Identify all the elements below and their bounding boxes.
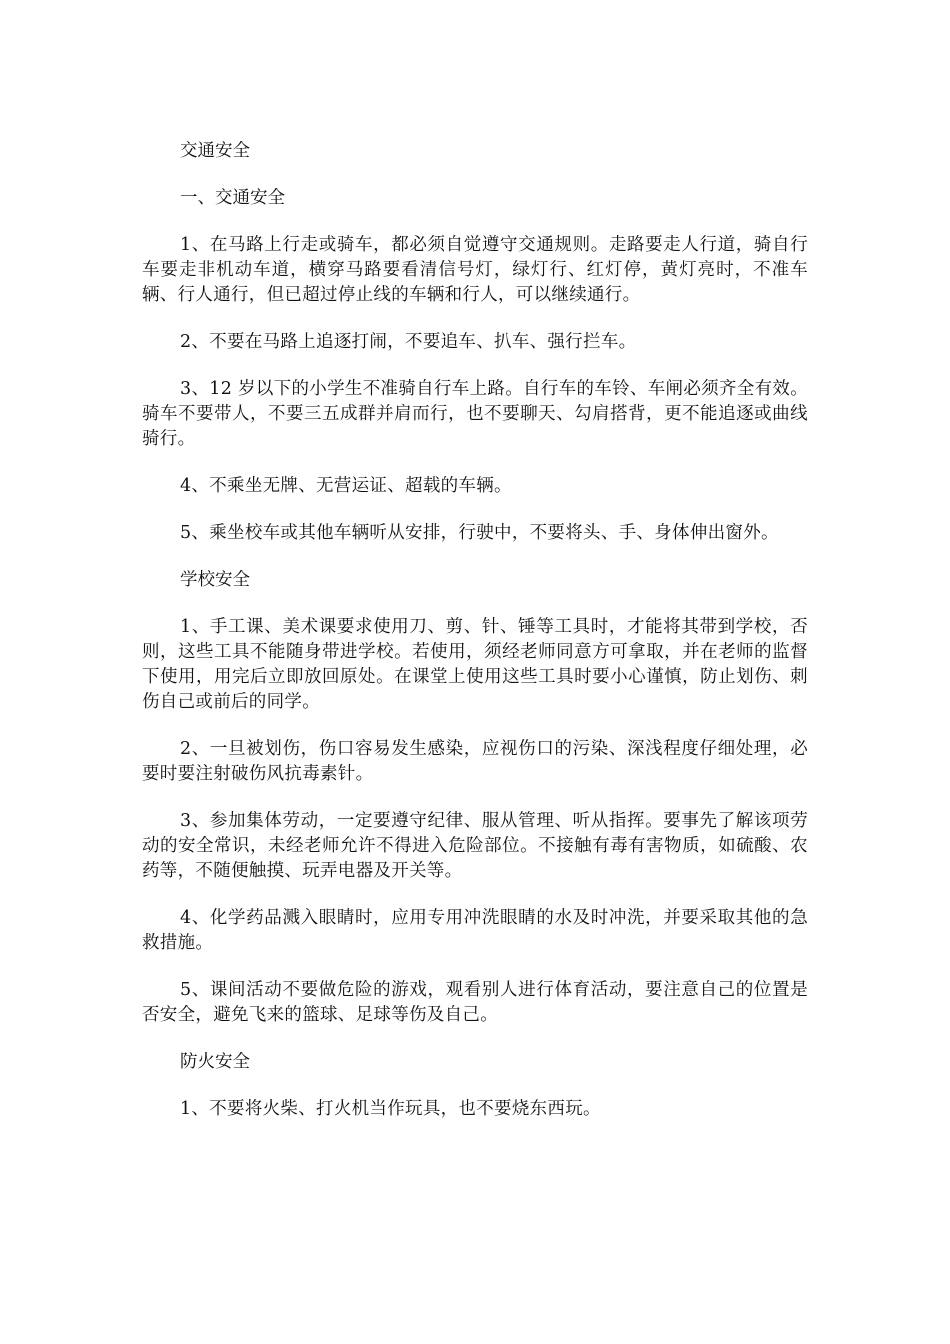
document-title: 交通安全 <box>180 141 250 161</box>
paragraph: 4、化学药品溅入眼睛时，应用专用冲洗眼睛的水及时冲洗，并要采取其他的急救措施。 <box>142 908 808 953</box>
paragraph: 4、不乘坐无牌、无营运证、超载的车辆。 <box>180 476 512 496</box>
paragraph: 2、一旦被划伤，伤口容易发生感染，应视伤口的污染、深浅程度仔细处理，必要时要注射破伤风抗毒素针。 <box>142 739 808 784</box>
document-page <box>142 139 808 1144</box>
paragraph: 3、12 岁以下的小学生不准骑自行车上路。自行车的车铃、车闸必须齐全有效。骑车不要带人，不要三五成群并肩而行，也不要聊天、勾肩搭背，更不能追逐或曲线骑行。 <box>142 379 808 449</box>
paragraph: 1、不要将火柴、打火机当作玩具，也不要烧东西玩。 <box>180 1099 601 1119</box>
paragraph: 3、参加集体劳动，一定要遵守纪律、服从管理、听从指挥。要事先了解该项劳动的安全常识，未经老师允许不得进入危险部位。不接触有毒有害物质，如硫酸、农药等，不随便触摸、玩弄电器及开关等。 <box>142 811 808 881</box>
paragraph: 1、在马路上行走或骑车，都必须自觉遵守交通规则。走路要走人行道，骑自行车要走非机动车道，横穿马路要看清信号灯，绿灯行、红灯停，黄灯亮时，不准车辆、行人通行，但已超过停止线的车辆和行人，可以继续通行。 <box>142 235 808 305</box>
section-heading-school: 学校安全 <box>180 570 250 590</box>
section-heading-fire: 防火安全 <box>180 1052 250 1072</box>
section-heading-traffic: 一、交通安全 <box>180 188 285 208</box>
paragraph: 2、不要在马路上追逐打闹，不要追车、扒车、强行拦车。 <box>180 332 637 352</box>
paragraph: 5、乘坐校车或其他车辆听从安排，行驶中，不要将头、手、身体伸出窗外。 <box>180 523 779 543</box>
paragraph: 5、课间活动不要做危险的游戏，观看别人进行体育活动，要注意自己的位置是否安全，避免飞来的篮球、足球等伤及自己。 <box>142 980 808 1025</box>
paragraph: 1、手工课、美术课要求使用刀、剪、针、锤等工具时，才能将其带到学校，否则，这些工具不能随身带进学校。若使用，须经老师同意方可拿取，并在老师的监督下使用，用完后立即放回原处。在课堂上使用这些工具时要小心谨慎，防止划伤、刺伤自己或前后的同学。 <box>142 617 808 712</box>
